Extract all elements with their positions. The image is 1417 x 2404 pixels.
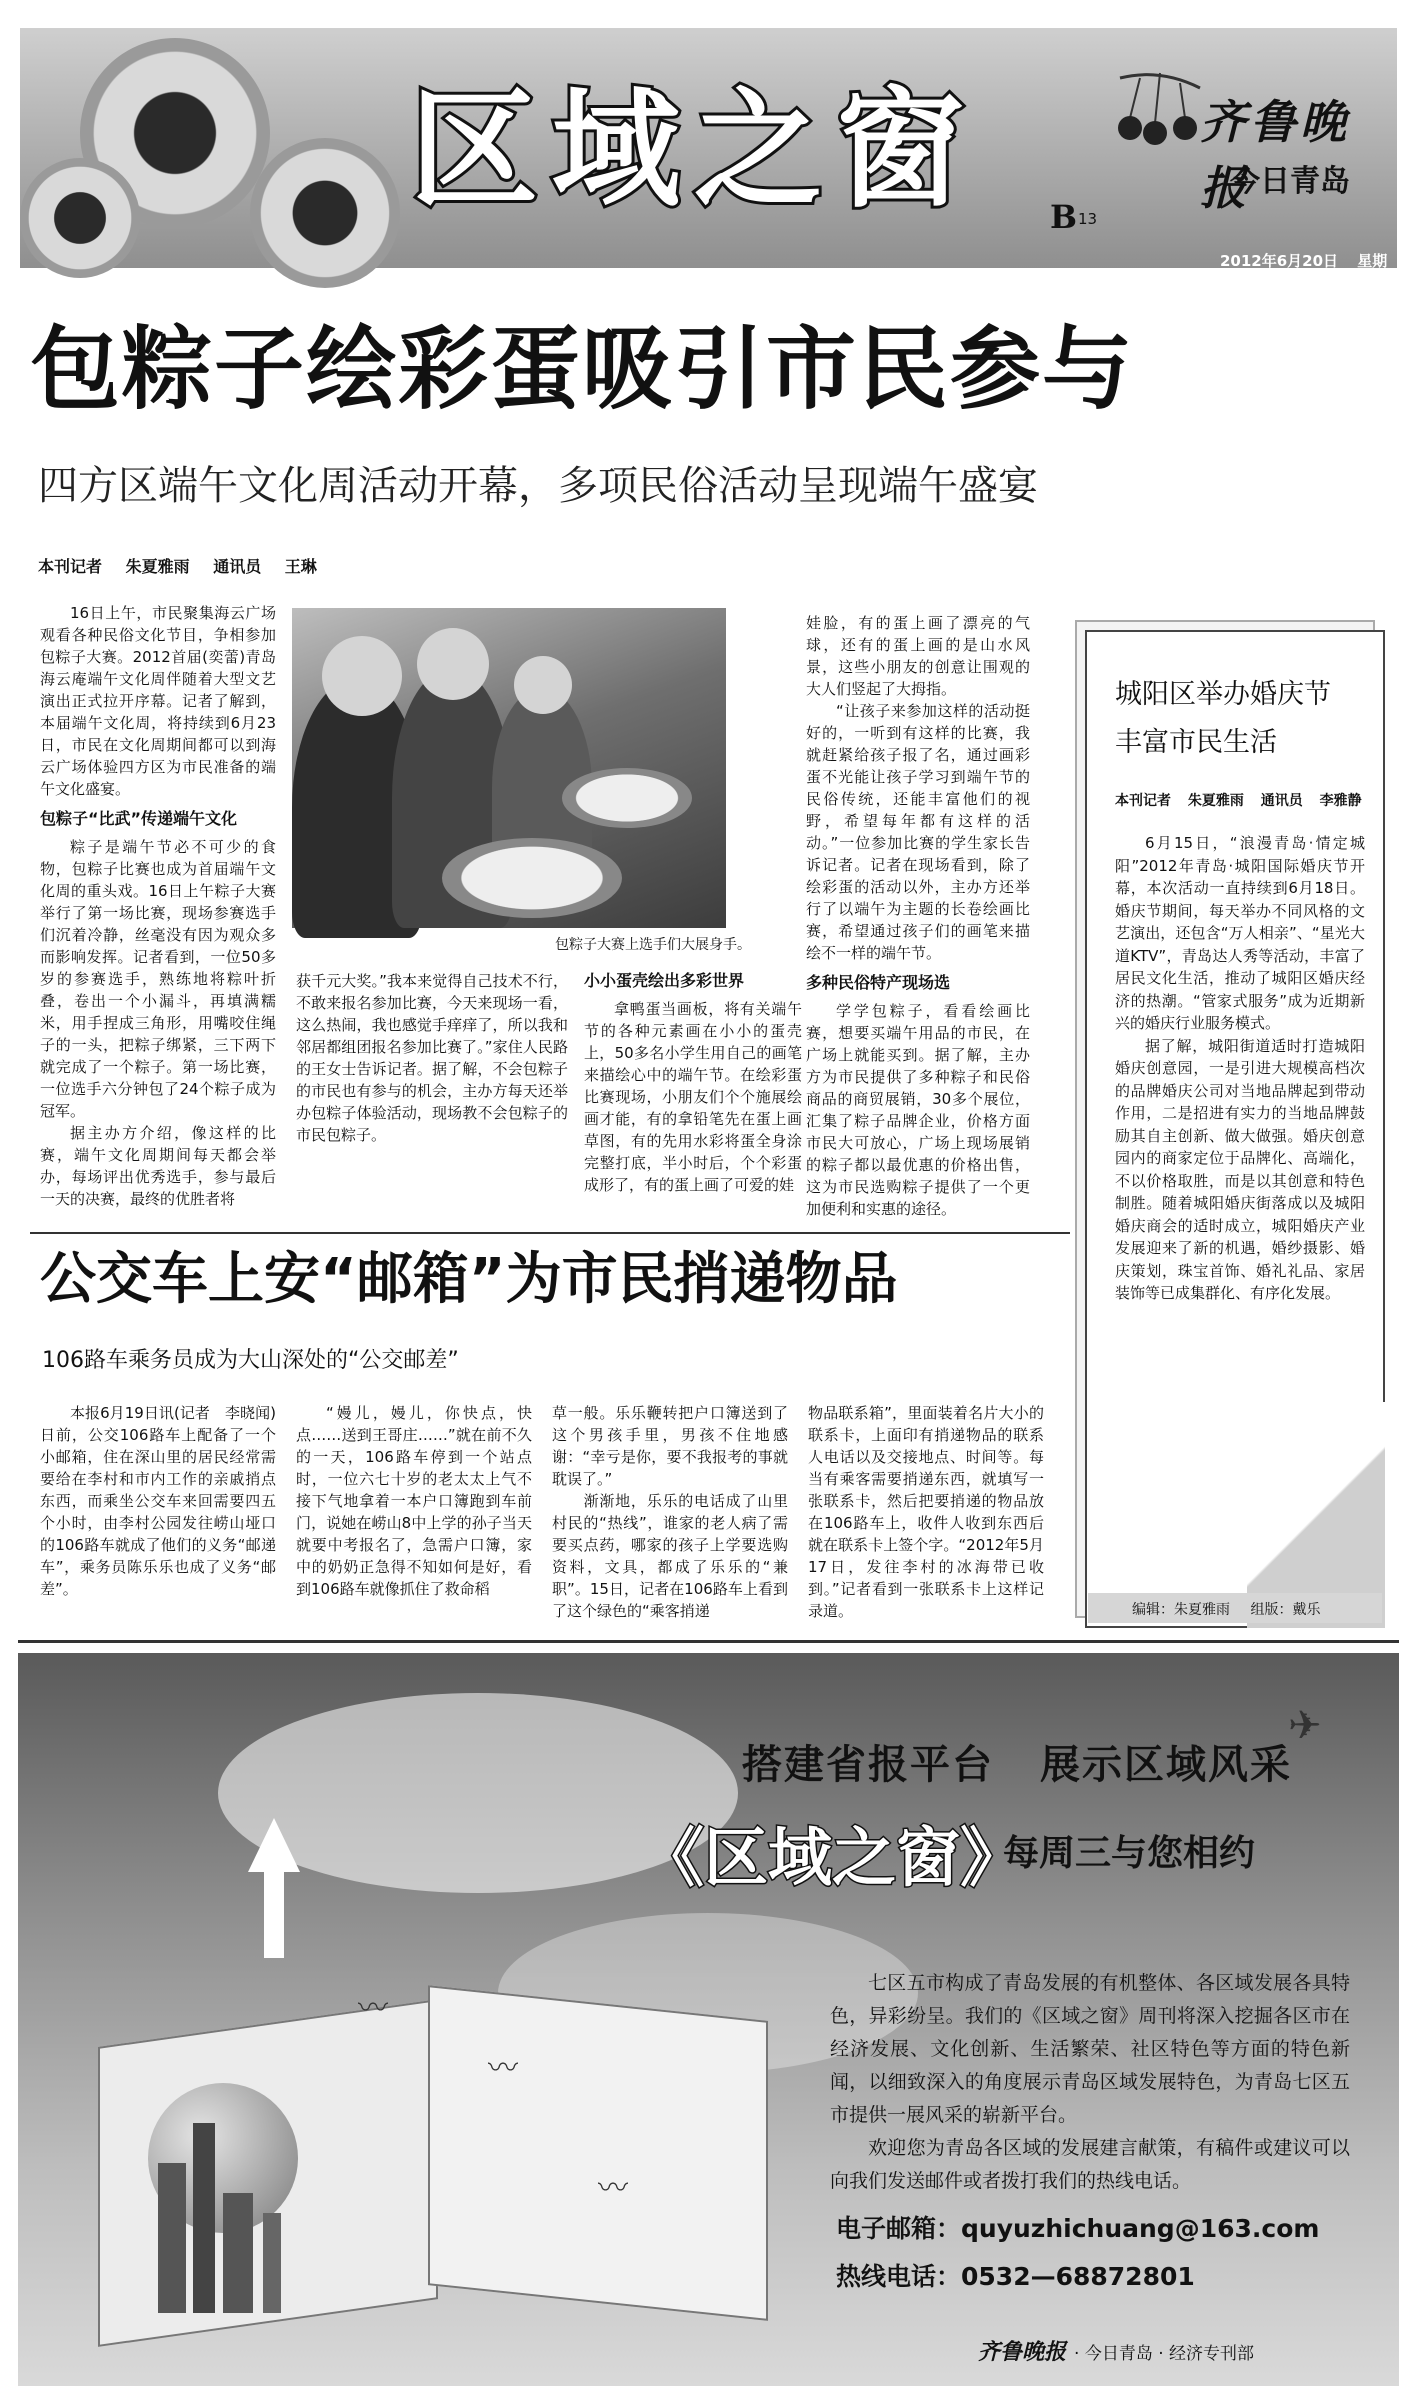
sidebar-byline	[1115, 790, 1374, 810]
page-letter: B	[1050, 198, 1078, 236]
edition-label: 今日青岛	[1230, 164, 1350, 199]
section-subhead: 包粽子“比武”传递端午文化	[40, 809, 238, 828]
section-subhead: 小小蛋壳绘出多彩世界	[584, 971, 745, 990]
byline-role: 本刊记者	[38, 557, 103, 576]
ad-column-title: 《区域之窗》	[640, 1821, 1024, 1896]
sunflower-graphic	[20, 158, 140, 278]
paragraph: 本报6月19日讯(记者 李晓闻) 日前，公交106路车上配备了一个小邮箱，住在深山里的居民经常需要给在李村和市内工作的亲戚捎点东西，而乘坐公交车来回需要四五个小时，由李村公园发往崂山垭口的106路车就成了他们的义务“邮递车”，乘务员陈乐乐也成了义务“邮差”。	[40, 1404, 292, 1598]
paragraph: 物品联系箱”，里面装着名片大小的联系卡，上面印有捎递物品的联系人电话以及交接地点、时间等。每当有乘客需要捎递东西，就填写一张联系卡，然后把要捎递的物品放在106路车上，收件人收到东西后就在联系卡上签个字。“2012年5月17日，发往李村的冰海带已收到。”记者看到一张联系卡上这样记录道。	[808, 1404, 1044, 1620]
divider	[18, 1640, 1399, 1643]
sunflower-graphic	[250, 138, 400, 288]
photo-caption: 包粽子大赛上选手们大展身手。	[555, 937, 751, 953]
masthead	[20, 28, 1397, 291]
email-label: 电子邮箱：	[836, 2214, 962, 2243]
second-column-4	[808, 1402, 1044, 1622]
byline-name: 李雅静	[1319, 793, 1362, 809]
seagull-icon: 〰	[358, 1991, 388, 2026]
seagull-icon: 〰	[598, 2171, 628, 2206]
sidebar-wedding-festival	[1085, 630, 1385, 1628]
paragraph: 欢迎您为青岛各区域的发展建言献策，有稿件或建议可以向我们发送邮件或者拨打我们的热线电话。	[830, 2137, 1350, 2192]
paragraph: 据了解，城阳街道适时打造城阳婚庆创意园，一是引进大规模高档次的品牌婚庆公司对当地品牌起到带动作用，二是招进有实力的当地品牌鼓励其自主创新、做大做强。婚庆创意园内的商家定位于品牌化、高端化，不以价格取胜，而是以其创意和特色制胜。随着城阳婚庆街落成以及城阳婚庆商会的适时成立，城阳婚庆产业发展迎来了新的机遇，婚纱摄影、婚庆策划，珠宝首饰、婚礼礼品、家居装饰等已成集群化、有序化发展。	[1115, 1036, 1365, 1302]
paragraph: 学学包粽子，看看绘画比赛，想要买端午用品的市民，在广场上就能买到。据了解，主办方为市民提供了多种粽子和民俗商品的商贸展销，30多个展位，汇集了粽子品牌企业，价格方面市民大可放心，广场上现场展销的粽子都以最优惠的价格出售，这为市民选购粽子提供了一个更加便利和实惠的途径。	[806, 1002, 1030, 1218]
paragraph: 娃脸，有的蛋上画了漂亮的气球，还有的蛋上画的是山水风景，这些小朋友的创意让围观的大人们竖起了大拇指。	[806, 614, 1030, 698]
open-book-graphic	[58, 1903, 798, 2343]
sidebar-title: 城阳区举办婚庆节	[1115, 679, 1331, 710]
second-column-2	[296, 1402, 532, 1600]
main-column-3	[584, 970, 802, 1196]
main-subhead: 四方区端午文化周活动开幕，多项民俗活动呈现端午盛宴	[38, 463, 1038, 509]
byline-name: 朱夏雅雨	[1187, 793, 1244, 809]
paragraph: 草一般。乐乐鞭转把户口簿送到了这个男孩手里，男孩不住地感谢：“幸亏是你，要不我报考的事就耽误了。” 渐渐地，乐乐的电话成了山里村民的“热线”，谁家的老人病了需要买点药，哪家的孩子上学要选购资料，文具，都成了乐乐的“兼职”。15日，记者在106路车上看到了这个绿色的“乘客捎递	[552, 1404, 788, 1620]
paragraph: “嫚儿，嫚儿，你快点，快点……送到王哥庄……”就在前不久的一天，106路车停到一个站点时，一位六七十岁的老太太上气不接下气地拿着一本户口簿跑到车前门，说她在崂山8中上学的孙子当天就要中考报名了，急需户口簿，家中的奶奶正急得不知如何是好，看到106路车就像抓住了救命稻	[296, 1404, 532, 1598]
paragraph: 粽子是端午节必不可少的食物，包粽子比赛也成为首届端午文化周的重头戏。16日上午粽子大赛举行了第一场比赛，现场参赛选手们沉着冷静，丝毫没有因为观众多而影响发挥。记者看到，一位50多岁的参赛选手，熟练地将粽叶折叠，卷出一个小漏斗，再填满糯米，用手捏成三角形，用嘴咬住绳子的一头，把粽子绑紧，三下两下就完成了一个粽子。第一场比赛，一位选手六分钟包了24个粽子成为冠军。	[40, 838, 276, 1120]
date-line	[1220, 250, 1397, 292]
page-number: 13	[1078, 210, 1098, 228]
issue-weekday: 星期三	[1220, 252, 1388, 291]
main-column-2	[296, 970, 568, 1146]
main-headline: 包粽子绘彩蛋吸引市民参与	[30, 317, 1134, 422]
ad-slogan	[742, 1733, 1338, 1790]
ad-footer	[978, 2335, 1254, 2366]
email-line	[836, 2209, 1319, 2245]
paragraph: 据主办方介绍，像这样的比赛，端午文化周期间每天都会举办，每场评出优秀选手，参与最后一天的决赛，最终的优胜者将	[40, 1124, 276, 1208]
arrow-up-icon	[248, 1818, 300, 1872]
byline-role: 通讯员	[213, 557, 262, 576]
paragraph: 拿鸭蛋当画板，将有关端午节的各种元素画在小小的蛋壳上，50多名小学生用自己的画笔来描绘心中的端午节。在绘彩蛋比赛现场，小朋友们个个施展绘画才能，有的拿铅笔先在蛋上画草图，有的先用水彩将蛋全身涂完整打底，半小时后，个个彩蛋成形了，有的蛋上画了可爱的娃	[584, 1000, 802, 1194]
main-byline	[38, 554, 335, 577]
section-subhead: 多种民俗特产现场选	[806, 973, 951, 992]
second-headline: 公交车上安“邮箱”为市民捎递物品	[40, 1247, 898, 1312]
footer-text: · 今日青岛 · 经济专刊部	[1074, 2344, 1255, 2364]
section-title: 区域之窗	[410, 75, 979, 225]
editor-label: 编辑：朱夏雅雨	[1132, 1602, 1230, 1618]
airplane-icon: ✈	[1288, 1703, 1322, 1749]
sidebar-title: 丰富市民生活	[1115, 727, 1277, 758]
paper-name-logo: 齐鲁晚报	[1200, 95, 1350, 215]
paragraph: 获千元大奖。”我本来觉得自己技术不行，不敢来报名参加比赛，今天来现场一看，这么热闹，我也感觉手痒痒了，所以我和邻居都组团报名参加比赛了。”家住人民路的王女士告诉记者。据了解，不会包粽子的市民也有参与的机会，主办方每天还举办包粽子体验活动，现场教不会包粽子的市民包粽子。	[296, 972, 568, 1144]
main-column-1	[40, 602, 276, 1210]
phone-label: 热线电话：	[836, 2262, 962, 2291]
ad-schedule: 每周三与您相约	[1003, 1832, 1256, 1874]
layout-label: 组版：戴乐	[1250, 1602, 1321, 1618]
byline-role: 通讯员	[1260, 793, 1303, 809]
email-address[interactable]: quyuzhichuang@163.com	[961, 2214, 1320, 2243]
second-subhead: 106路车乘务员成为大山深处的“公交邮差”	[42, 1348, 459, 1373]
main-column-4	[806, 612, 1030, 1220]
second-column-3	[552, 1402, 788, 1622]
issue-date: 2012年6月20日	[1220, 252, 1339, 270]
second-column-1	[40, 1402, 292, 1600]
paragraph: 6月15日，“浪漫青岛·情定城阳”2012年青岛·城阳国际婚庆节开幕，本次活动一直持续到6月18日。婚庆节期间，每天举办不同风格的文艺演出，还包含“万人相亲”、“星光大道KTV”，青岛达人秀等活动，丰富了居民文化生活，推动了城阳区婚庆经济的热潮。“管家式服务”成为近期新兴的婚庆行业服务模式。	[1115, 834, 1365, 1032]
phone-number[interactable]: 0532—68872801	[961, 2262, 1195, 2291]
ad-body	[830, 1967, 1350, 2198]
slogan-part: 展示区域风采	[1040, 1741, 1292, 1788]
footer-logo: 齐鲁晚报	[978, 2339, 1067, 2365]
divider	[30, 1232, 1070, 1234]
byline-name: 王琳	[284, 557, 317, 576]
paragraph: 七区五市构成了青岛发展的有机整体、各区域发展各具特色，异彩纷呈。我们的《区域之窗》周刊将深入挖掘各区市在经济发展、文化创新、生活繁荣、社区特色等方面的特色新闻，以细致深入的角度展示青岛区域发展特色，为青岛七区五市提供一展风采的崭新平台。	[830, 1972, 1350, 2126]
slogan-part: 搭建省报平台	[742, 1741, 994, 1788]
editor-credit	[1088, 1593, 1382, 1623]
phone-line	[836, 2257, 1195, 2293]
promo-banner	[18, 1653, 1399, 2386]
byline-name: 朱夏雅雨	[125, 557, 190, 576]
zongzi-contest-photo	[292, 608, 726, 928]
paragraph: 16日上午，市民聚集海云广场观看各种民俗文化节目，争相参加包粽子大赛。2012首届(奕蕾)青岛海云庵端午文化周伴随着大型文艺演出正式拉开序幕。记者了解到，本届端午文化周，将持续到6月23日，市民在文化周期间都可以到海云广场体验四方区为市民准备的端午文化盛宴。	[40, 604, 276, 798]
sidebar-body	[1115, 832, 1365, 1305]
seagull-icon: 〰	[488, 2051, 518, 2086]
byline-role: 本刊记者	[1115, 793, 1171, 809]
paragraph: “让孩子来参加这样的活动挺好的，一听到有这样的比赛，我就赶紧给孩子报了名，通过画彩蛋不光能让孩子学习到端午节的民俗传统，还能丰富他们的视野，希望每年都有这样的活动。”一位参加比赛的学生家长告诉记者。记者在现场看到，除了绘彩蛋的活动以外，主办方还举行了以端午为主题的长卷绘画比赛，希望通过孩子们的画笔来描绘不一样的端午节。	[806, 702, 1030, 962]
